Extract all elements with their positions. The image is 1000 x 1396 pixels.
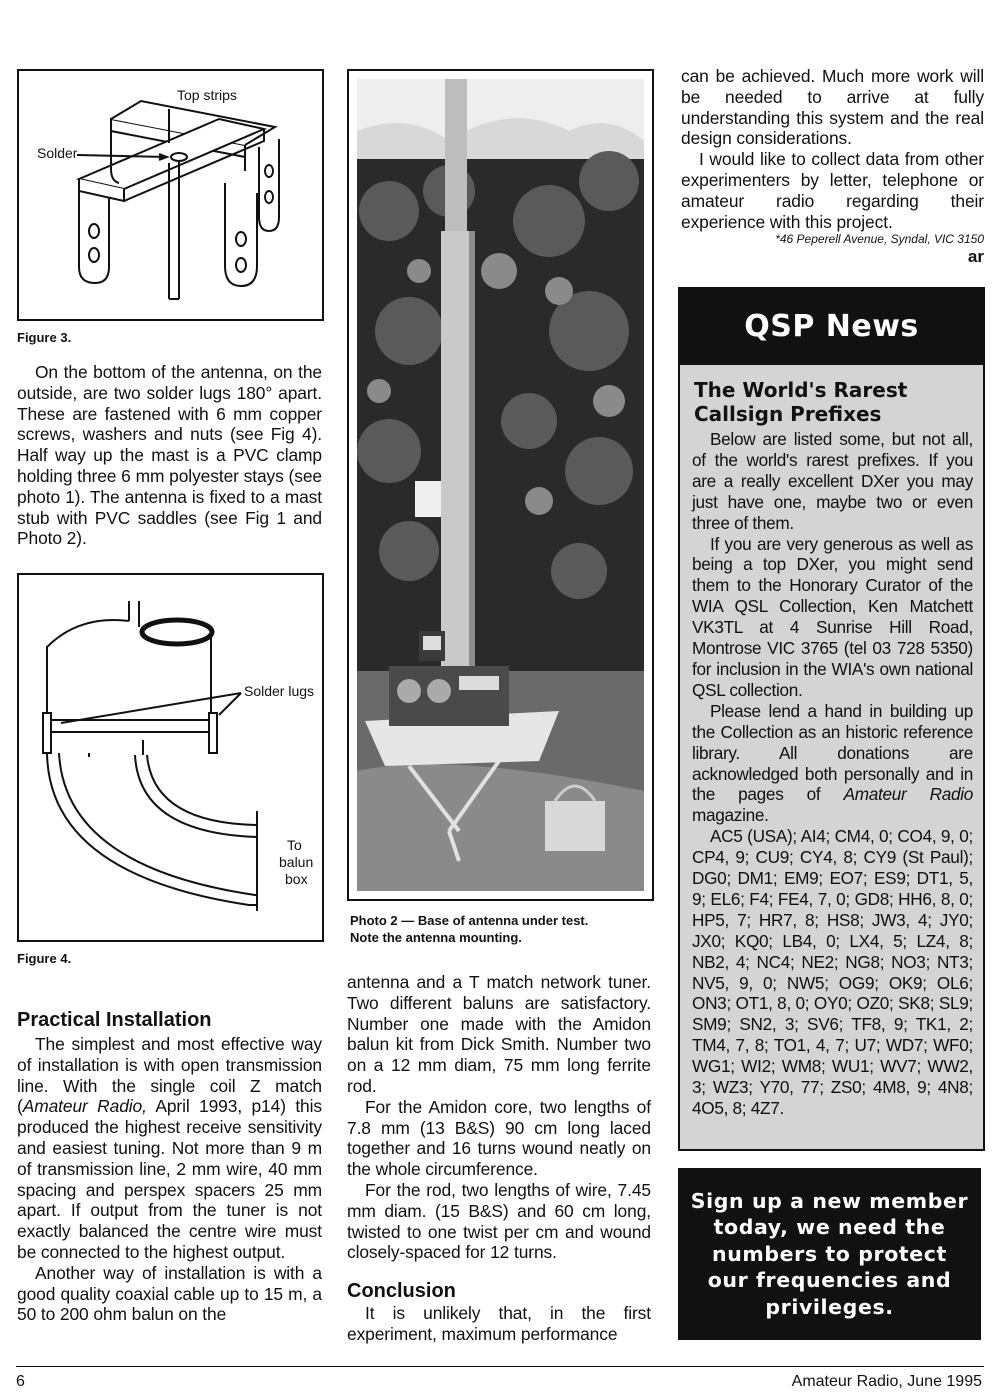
left-column-top	[17, 362, 322, 549]
photo-2-caption-line-2: Note the antenna mounting.	[350, 930, 522, 945]
middle-paragraph-4: It is unlikely that, in the first experiment, maximum performance	[347, 1303, 651, 1344]
practical-paragraph-2: Another way of installation is with a good quality coaxial cable up to 15 m, a 50 to 200 ohm balun on the	[17, 1262, 322, 1325]
practical-paragraph-1: The simplest and most effective way of installation is with open transmission line. With the single coil Z match (Amateur Radio, April 1993, p14) this produced the highest receive sensitivity and easiest tuning. Not more than 9 m of transmission line, 2 mm wire, 40 mm spacing and perspex spacers 25 mm apart. If output from the tuner is not exactly balanced the centre wire must be connected to the highest output.	[17, 1034, 322, 1262]
middle-paragraph-2: For the Amidon core, two lengths of 7.8 mm (13 B&S) 90 cm long laced together and 16 turns wound neatly on the whole circumference.	[347, 1096, 651, 1180]
sign-off: ar	[967, 247, 984, 267]
signup-line-4: our frequencies and	[707, 1268, 952, 1293]
footer-rule	[16, 1366, 984, 1367]
signup-banner	[678, 1168, 981, 1340]
left-paragraph-1: On the bottom of the antenna, on the outside, are two solder lugs 180° apart. These are fastened with 6 mm copper screws, washers and nuts (see Fig 4). Half way up the mast is a PVC clamp holding three 6 mm polyester stays (see photo 1). The antenna is fixed to a mast stub with PVC saddles (see Fig 1 and Photo 2).	[17, 362, 322, 549]
photo-2-caption	[350, 912, 660, 946]
conclusion-heading: Conclusion	[347, 1280, 456, 1303]
practical-installation-section	[17, 1008, 322, 1325]
qsp-news-header: QSP News	[680, 289, 983, 365]
qsp-news-box	[678, 287, 985, 1151]
right-paragraph-2: I would like to collect data from other experimenters by letter, telephone or amateur radio regarding their experience with this project.	[681, 149, 984, 232]
label-balun: balun	[279, 854, 314, 870]
figure-3-caption: Figure 3.	[17, 330, 72, 345]
qsp-news-body	[680, 365, 983, 1119]
publication-footer: Amateur Radio, June 1995	[791, 1373, 982, 1390]
signup-line-1: Sign up a new member	[690, 1188, 969, 1213]
page-number: 6	[16, 1373, 25, 1390]
signup-line-2: today, we need the	[713, 1215, 946, 1240]
label-to: To	[287, 837, 302, 853]
signup-line-3: numbers to protect	[712, 1241, 947, 1266]
practical-installation-heading: Practical Installation	[17, 1009, 212, 1031]
qsp-title-line-1: The World's Rarest	[694, 378, 908, 402]
label-top-strips: Top strips	[177, 87, 237, 103]
qsp-title-line-2: Callsign Prefixes	[694, 402, 882, 426]
label-solder-lugs: Solder lugs	[244, 683, 315, 699]
middle-paragraph-3: For the rod, two lengths of wire, 7.45 mm diam. (15 B&S) and 60 cm long, twisted to one twist per cm and wound closely-spaced for 12 turns.	[347, 1179, 651, 1263]
photo-2-caption-line-1: Photo 2 — Base of antenna under test.	[350, 913, 589, 928]
right-paragraph-1: can be achieved. Much more work will be needed to arrive at fully understanding this system and the real design considerations.	[681, 66, 984, 149]
qsp-paragraph-3: Please lend a hand in building up the Collection as an historic reference library. All donations are acknowledged both personally and in the pages of Amateur Radio magazine.	[692, 700, 973, 826]
figure-4-drawing	[19, 575, 322, 940]
label-solder: Solder	[37, 145, 78, 161]
signup-line-5: privileges.	[765, 1294, 894, 1319]
figure-4	[17, 573, 324, 942]
label-box: box	[285, 871, 308, 887]
qsp-prefix-list: AC5 (USA); AI4; CM4, 0; CO4, 9, 0; CP4, 9; CU9; CY4, 8; CY9 (St Paul); DG0; DM1; EM9; EO7; ES9; DT1, 5, 9; EL6; F4; FE4, 7, 0; GD8; HH6, 8, 0; HP5, 7; HR7, 8; HS8; JW3, 4; JY0; JX0; KQ0; LB4, 0; LX4, 5; LZ4, 8; NB2, 4; NC4; NE2; NG8; NO3; NT3; NV5, 9, 0; NW5; OG9; OK9; OL6; ON3; OT1, 8, 0; OY0; OZ0; SK8; SL9; SM9; SN2, 3; SV6; TF8, 9; TK1, 2; TM4, 7, 8; TO1, 4, 7; U7; WD7; WF0; WG1; WI2; WM8; WU1; WV7; WW2, 3; WZ3; Y70, 77; ZS0; 4M8, 9; 4N8; 4O5, 8; 4Z7.	[692, 826, 973, 1118]
figure-3	[17, 69, 324, 321]
middle-column-text	[347, 972, 651, 1345]
photo-2-image	[349, 71, 652, 899]
qsp-paragraph-1: Below are listed some, but not all, of the world's rarest prefixes. If you are a really excellent DXer you may just have one, maybe two or even three of them.	[692, 429, 973, 533]
figure-3-drawing	[19, 71, 322, 319]
right-column-top	[681, 66, 984, 267]
middle-paragraph-1: antenna and a T match network tuner. Two different baluns are satisfactory. Number one made with the Amidon balun kit from Dick Smith. Number two on a 12 mm diam, 75 mm long ferrite rod.	[347, 972, 651, 1096]
author-address: *46 Peperell Avenue, Syndal, VIC 3150	[775, 232, 984, 247]
photo-2	[347, 69, 654, 901]
qsp-paragraph-2: If you are very generous as well as being a top DXer, you might send them to the Honorary Curator of the WIA QSL Collection, Ken Matchett VK3TL at 4 Sunrise Hill Road, Montrose VIC 3765 (tel 03 728 5350) for inclusion in the WIA's own national QSL collection.	[692, 533, 973, 700]
figure-4-caption: Figure 4.	[17, 951, 72, 966]
